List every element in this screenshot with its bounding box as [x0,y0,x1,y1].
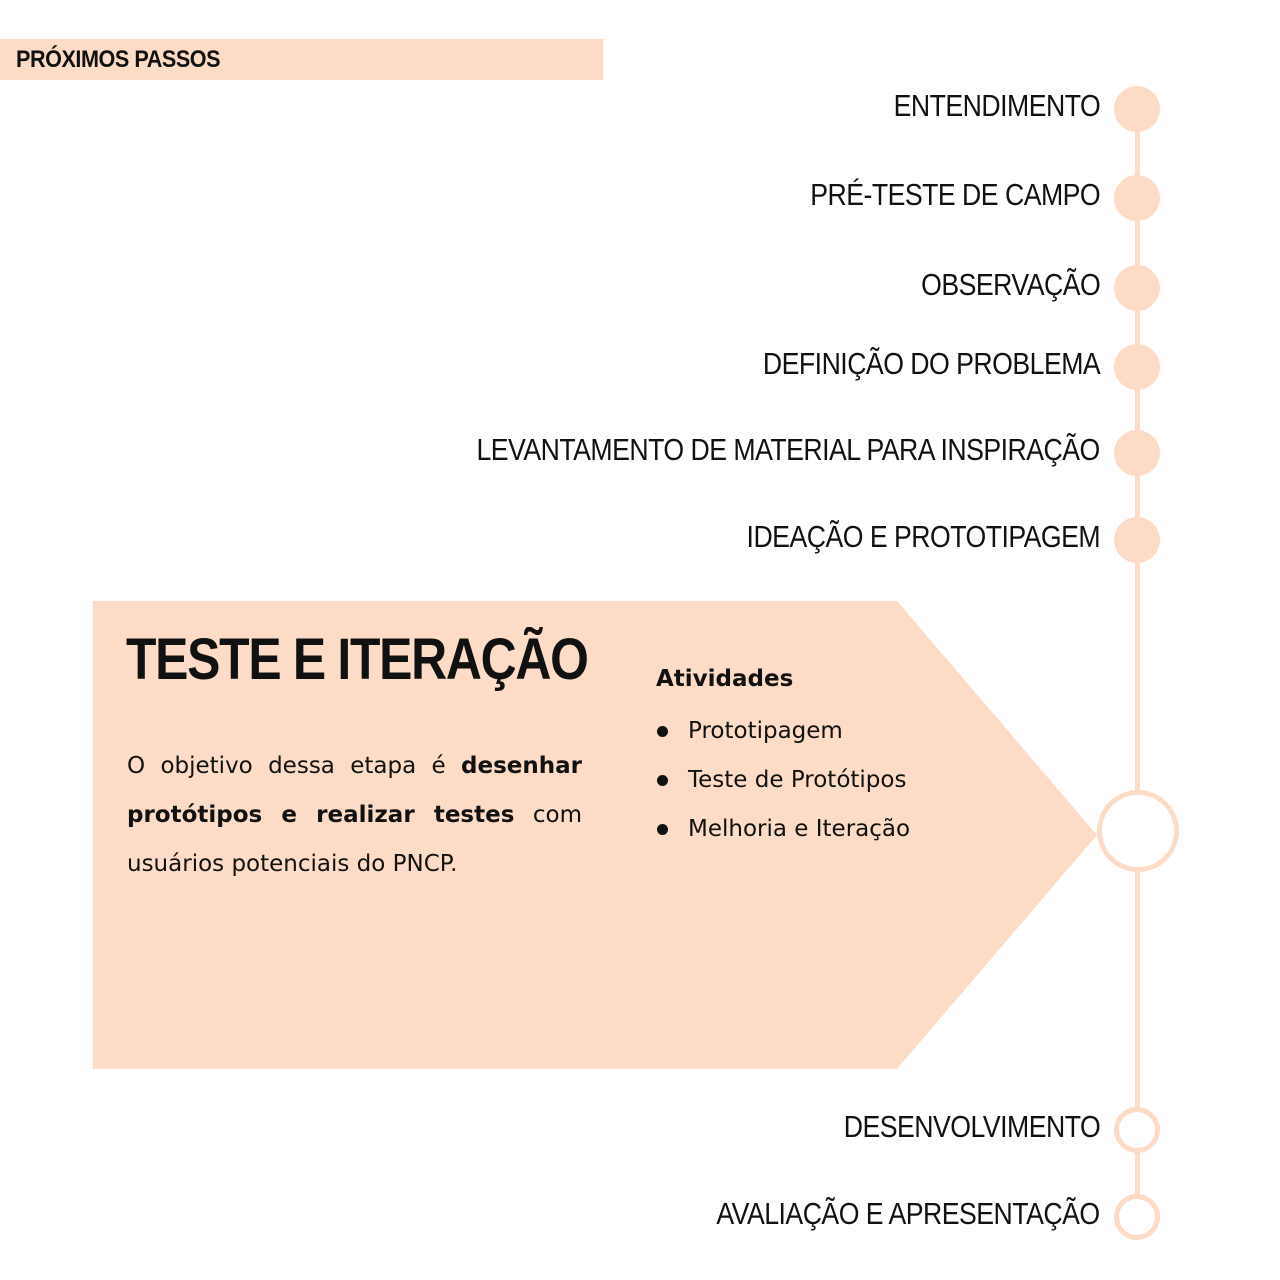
timeline-dot-avaliacao [1114,1194,1160,1240]
bullet-icon [657,775,668,786]
timeline-dot-definicao [1114,344,1160,390]
activity-label: Prototipagem [688,718,843,744]
activities-list [656,707,910,854]
timeline-dot-levantamento [1114,430,1160,476]
step-label-levantamento: LEVANTAMENTO DE MATERIAL PARA INSPIRAÇÃO [476,432,1100,467]
timeline-dot-entendimento [1114,86,1160,132]
description-text-end: com usuários potenciais do PNCP. [127,802,583,877]
current-step-title: TESTE E ITERAÇÃO [126,627,588,692]
activities-heading: Atividades [656,666,794,692]
description-bold-text: desenhar protótipos e realizar testes [127,753,582,828]
activity-item [656,805,910,854]
current-step-description [127,742,582,889]
description-text-start: O objetivo dessa etapa é [127,753,462,779]
timeline-dot-current [1097,790,1179,872]
timeline-dot-pre-teste [1114,175,1160,221]
activity-item [656,756,910,805]
step-label-desenvolvimento: DESENVOLVIMENTO [843,1109,1100,1144]
activity-label: Teste de Protótipos [688,767,907,793]
step-label-definicao: DEFINIÇÃO DO PROBLEMA [762,346,1100,381]
step-label-pre-teste: PRÉ-TESTE DE CAMPO [810,177,1100,212]
page-title: PRÓXIMOS PASSOS [16,46,221,73]
step-label-ideacao: IDEAÇÃO E PROTOTIPAGEM [746,519,1100,554]
activity-item [656,707,910,756]
bullet-icon [657,824,668,835]
timeline-dot-ideacao [1114,517,1160,563]
step-label-observacao: OBSERVAÇÃO [920,267,1100,302]
step-label-entendimento: ENTENDIMENTO [893,88,1100,123]
timeline-dot-desenvolvimento [1114,1107,1160,1153]
step-label-avaliacao: AVALIAÇÃO E APRESENTAÇÃO [716,1196,1100,1231]
bullet-icon [657,726,668,737]
timeline-dot-observacao [1114,265,1160,311]
activity-label: Melhoria e Iteração [688,816,911,842]
